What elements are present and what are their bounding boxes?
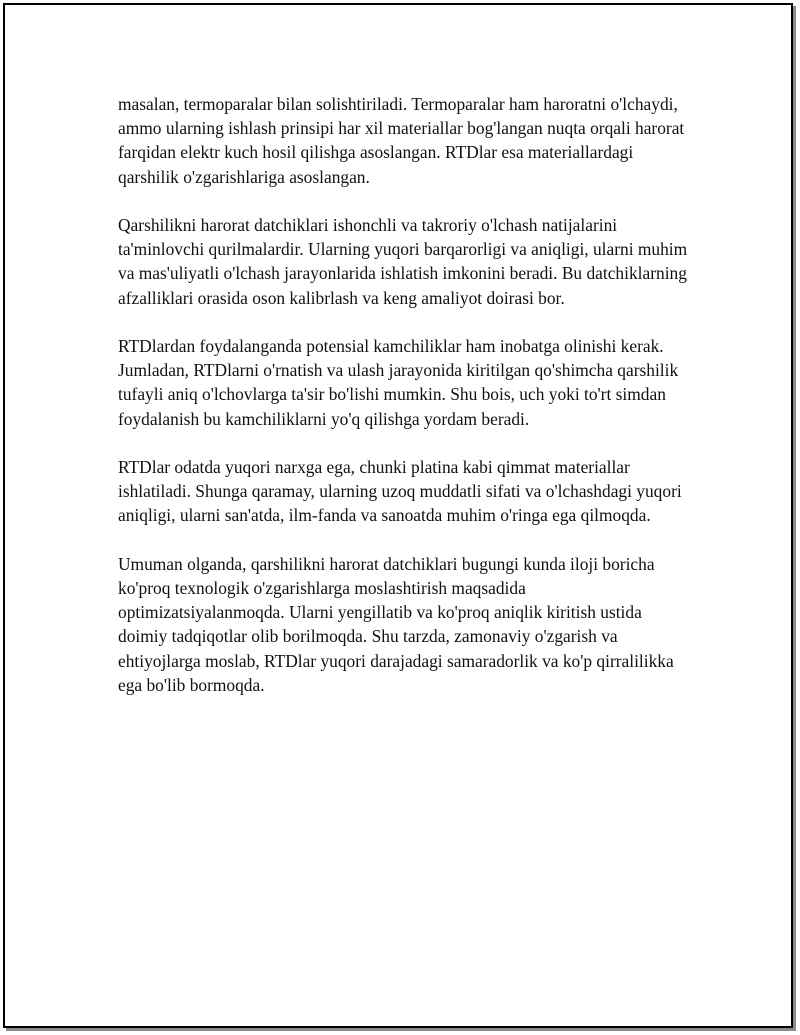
paragraph-4: RTDlar odatda yuqori narxga ega, chunki platina kabi qimmat materiallar ishlatiladi. Shunga qaramay, ularning uzoq muddatli sifati va o'lchashdagi yuqori aniqligi, ularni san'atda, ilm-fanda va sanoatda muhim o'ringa ega qilmoqda.: [118, 457, 682, 526]
paragraph-5: Umuman olganda, qarshilikni harorat datchiklari bugungi kunda iloji boricha ko'proq texnologik o'zgarishlarga moslashtirish maqsadida optimizatsiyalanmoqda. Ularni yengillatib va ko'proq aniqlik kiritish ustida doimiy tadqiqotlar olib borilmoqda. Shu tarzda, zamonaviy o'zgarish va ehtiyojlarga moslab, RTDlar yuqori darajadagi samaradorlik va ko'p qirralilikka ega bo'lib bormoqda.: [118, 553, 674, 695]
paragraph-1: masalan, termoparalar bilan solishtiriladi. Termoparalar ham haroratni o'lchaydi, ammo ularning ishlash prinsipi har xil materiallar bog'langan nuqta orqali harorat farqidan elektr kuch hosil qilishga asoslangan. RTDlar esa materiallardagi qarshilik o'zgarishlariga asoslangan.: [118, 94, 685, 187]
paragraph-3: RTDlardan foydalanganda potensial kamchiliklar ham inobatga olinishi kerak. Jumladan, RTDlarni o'rnatish va ulash jarayonida kiritilgan qo'shimcha qarshilik tufayli aniq o'lchovlarga ta'sir bo'lishi mumkin. Shu bois, uch yoki to'rt simdan foydalanish bu kamchiliklarni yo'q qilishga yordam beradi.: [118, 336, 679, 429]
document-body: [118, 92, 690, 721]
paragraph-2: Qarshilikni harorat datchiklari ishonchli va takroriy o'lchash natijalarini ta'minlovchi qurilmalardir. Ularning yuqori barqarorligi va aniqligi, ularni muhim va mas'uliyatli o'lchash jarayonlarida ishlatish imkonini beradi. Bu datchiklarning afzalliklari orasida oson kalibrlash va keng amaliyot doirasi bor.: [118, 215, 688, 308]
